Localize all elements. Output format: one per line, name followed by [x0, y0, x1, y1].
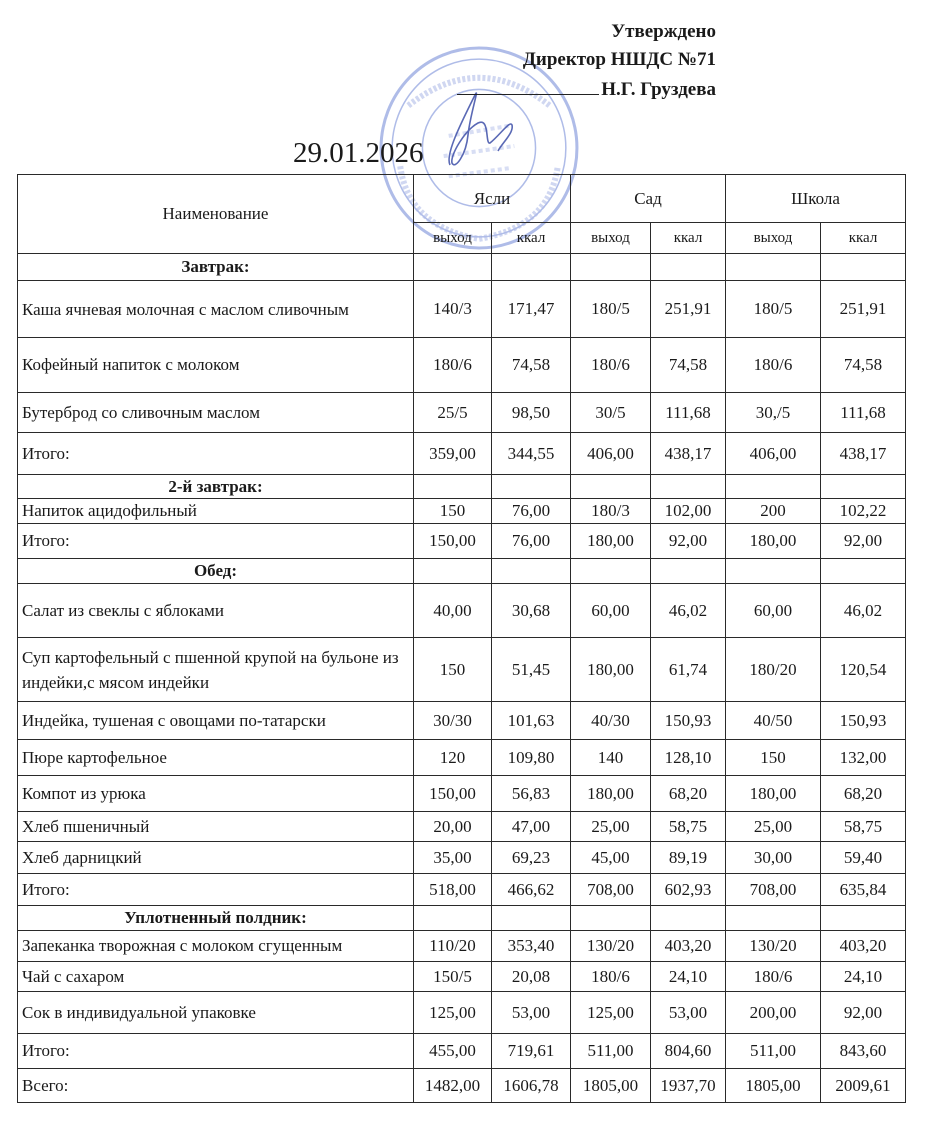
cell-value: 25,00 — [571, 812, 651, 842]
cell-value: 180/6 — [571, 338, 651, 393]
header-group-kindergarten: Сад — [571, 175, 726, 223]
cell-value: 180/6 — [571, 962, 651, 992]
dish-name: Бутерброд со сливочным маслом — [18, 393, 414, 433]
cell-value: 150 — [726, 740, 821, 776]
cell-value: 150 — [414, 638, 492, 702]
cell-value: 74,58 — [821, 338, 906, 393]
grand-total-value: 1937,70 — [651, 1069, 726, 1103]
cell-value: 20,08 — [492, 962, 571, 992]
cell-value: 125,00 — [571, 992, 651, 1034]
cell-value: 180,00 — [571, 638, 651, 702]
dish-name: Хлеб дарницкий — [18, 842, 414, 874]
header-row — [18, 175, 906, 223]
cell-value: 40/30 — [571, 702, 651, 740]
table-row — [18, 702, 906, 740]
cell-value: 132,00 — [821, 740, 906, 776]
cell-value: 140/3 — [414, 281, 492, 338]
subtotal-value: 708,00 — [726, 874, 821, 906]
cell-value: 53,00 — [651, 992, 726, 1034]
table-row — [18, 740, 906, 776]
subtotal-value: 406,00 — [571, 433, 651, 475]
cell-value: 58,75 — [651, 812, 726, 842]
dish-name: Сок в индивидуальной упаковке — [18, 992, 414, 1034]
dish-name: Запеканка творожная с молоком сгущенным — [18, 931, 414, 962]
cell-value: 111,68 — [821, 393, 906, 433]
menu-table — [17, 174, 906, 1103]
cell-value: 102,00 — [651, 499, 726, 524]
cell-value: 120,54 — [821, 638, 906, 702]
cell-value: 150,00 — [414, 776, 492, 812]
grand-total-value: 1606,78 — [492, 1069, 571, 1103]
cell-value: 25,00 — [726, 812, 821, 842]
cell-value: 171,47 — [492, 281, 571, 338]
cell-value: 180/6 — [726, 338, 821, 393]
cell-value: 150/5 — [414, 962, 492, 992]
cell-value: 150,93 — [651, 702, 726, 740]
dish-name: Суп картофельный с пшенной крупой на бульоне из индейки,с мясом индейки — [18, 638, 414, 702]
section-title: 2-й завтрак: — [18, 475, 414, 499]
cell-value: 35,00 — [414, 842, 492, 874]
cell-value: 180,00 — [726, 776, 821, 812]
dish-name: Кофейный напиток с молоком — [18, 338, 414, 393]
cell-value: 140 — [571, 740, 651, 776]
dish-name: Салат из свеклы с яблоками — [18, 584, 414, 638]
section-title: Обед: — [18, 559, 414, 584]
cell-value: 74,58 — [492, 338, 571, 393]
cell-value: 40/50 — [726, 702, 821, 740]
cell-value: 120 — [414, 740, 492, 776]
dish-name: Чай с сахаром — [18, 962, 414, 992]
section-header-breakfast — [18, 254, 906, 281]
table-row — [18, 638, 906, 702]
approval-block — [457, 18, 716, 104]
signature-line — [457, 74, 599, 95]
table-row — [18, 281, 906, 338]
subtotal-row — [18, 433, 906, 475]
cell-value: 69,23 — [492, 842, 571, 874]
dish-name: Индейка, тушеная с овощами по-татарски — [18, 702, 414, 740]
subtotal-value: 511,00 — [726, 1034, 821, 1069]
cell-value: 180/6 — [414, 338, 492, 393]
header-name: Наименование — [18, 175, 414, 254]
dish-name: Напиток ацидофильный — [18, 499, 414, 524]
cell-value: 110/20 — [414, 931, 492, 962]
grand-total-row — [18, 1069, 906, 1103]
cell-value: 102,22 — [821, 499, 906, 524]
cell-value: 24,10 — [651, 962, 726, 992]
subtotal-row — [18, 524, 906, 559]
cell-value: 92,00 — [821, 992, 906, 1034]
cell-value: 180/5 — [571, 281, 651, 338]
cell-value: 180/20 — [726, 638, 821, 702]
cell-value: 353,40 — [492, 931, 571, 962]
cell-value: 130/20 — [571, 931, 651, 962]
grand-total-value: 1805,00 — [571, 1069, 651, 1103]
approval-position: Директор НШДС №71 — [522, 49, 716, 70]
cell-value: 47,00 — [492, 812, 571, 842]
cell-value: 51,45 — [492, 638, 571, 702]
subtotal-value: 602,93 — [651, 874, 726, 906]
cell-value: 150 — [414, 499, 492, 524]
section-title: Завтрак: — [18, 254, 414, 281]
subtotal-value: 635,84 — [821, 874, 906, 906]
cell-value: 76,00 — [492, 499, 571, 524]
approval-signatory — [457, 74, 716, 104]
grand-total-value: 1482,00 — [414, 1069, 492, 1103]
cell-value: 98,50 — [492, 393, 571, 433]
subtotal-label: Итого: — [18, 874, 414, 906]
cell-value: 200,00 — [726, 992, 821, 1034]
cell-value: 180/5 — [726, 281, 821, 338]
cell-value: 56,83 — [492, 776, 571, 812]
subtotal-label: Итого: — [18, 524, 414, 559]
subtotal-value: 438,17 — [651, 433, 726, 475]
cell-value: 30,/5 — [726, 393, 821, 433]
subtotal-row — [18, 874, 906, 906]
subheader-yield: выход — [414, 223, 492, 254]
subtotal-value: 180,00 — [726, 524, 821, 559]
subheader-kcal: ккал — [821, 223, 906, 254]
subtotal-value: 708,00 — [571, 874, 651, 906]
cell-value: 24,10 — [821, 962, 906, 992]
cell-value: 30/30 — [414, 702, 492, 740]
cell-value: 30/5 — [571, 393, 651, 433]
table-row — [18, 499, 906, 524]
cell-value: 125,00 — [414, 992, 492, 1034]
cell-value: 30,68 — [492, 584, 571, 638]
section-header-afternoon-snack — [18, 906, 906, 931]
subtotal-value: 455,00 — [414, 1034, 492, 1069]
grand-total-value: 1805,00 — [726, 1069, 821, 1103]
header-group-nursery: Ясли — [414, 175, 571, 223]
cell-value: 68,20 — [651, 776, 726, 812]
subheader-kcal: ккал — [492, 223, 571, 254]
cell-value: 251,91 — [651, 281, 726, 338]
cell-value: 61,74 — [651, 638, 726, 702]
table-row — [18, 962, 906, 992]
header-group-school: Школа — [726, 175, 906, 223]
subtotal-value: 344,55 — [492, 433, 571, 475]
subtotal-label: Итого: — [18, 1034, 414, 1069]
cell-value: 45,00 — [571, 842, 651, 874]
subtotal-value: 843,60 — [821, 1034, 906, 1069]
grand-total-value: 2009,61 — [821, 1069, 906, 1103]
cell-value: 53,00 — [492, 992, 571, 1034]
cell-value: 60,00 — [571, 584, 651, 638]
subtotal-value: 76,00 — [492, 524, 571, 559]
cell-value: 111,68 — [651, 393, 726, 433]
cell-value: 25/5 — [414, 393, 492, 433]
cell-value: 46,02 — [821, 584, 906, 638]
cell-value: 20,00 — [414, 812, 492, 842]
cell-value: 58,75 — [821, 812, 906, 842]
subtotal-value: 438,17 — [821, 433, 906, 475]
table-row — [18, 812, 906, 842]
table-row — [18, 584, 906, 638]
table-row — [18, 931, 906, 962]
cell-value: 130/20 — [726, 931, 821, 962]
subtotal-value: 359,00 — [414, 433, 492, 475]
cell-value: 30,00 — [726, 842, 821, 874]
cell-value: 180/6 — [726, 962, 821, 992]
dish-name: Каша ячневая молочная с маслом сливочным — [18, 281, 414, 338]
subheader-yield: выход — [571, 223, 651, 254]
section-header-second-breakfast — [18, 475, 906, 499]
subheader-yield: выход — [726, 223, 821, 254]
approval-title: Утверждено — [611, 21, 716, 42]
subtotal-value: 518,00 — [414, 874, 492, 906]
cell-value: 128,10 — [651, 740, 726, 776]
cell-value: 68,20 — [821, 776, 906, 812]
cell-value: 101,63 — [492, 702, 571, 740]
cell-value: 200 — [726, 499, 821, 524]
subtotal-value: 466,62 — [492, 874, 571, 906]
subtotal-row — [18, 1034, 906, 1069]
cell-value: 59,40 — [821, 842, 906, 874]
cell-value: 89,19 — [651, 842, 726, 874]
cell-value: 403,20 — [821, 931, 906, 962]
table-row — [18, 776, 906, 812]
dish-name: Компот из урюка — [18, 776, 414, 812]
cell-value: 180,00 — [571, 776, 651, 812]
subtotal-value: 804,60 — [651, 1034, 726, 1069]
subtotal-value: 180,00 — [571, 524, 651, 559]
table-row — [18, 393, 906, 433]
cell-value: 251,91 — [821, 281, 906, 338]
cell-value: 74,58 — [651, 338, 726, 393]
subtotal-value: 150,00 — [414, 524, 492, 559]
table-row — [18, 338, 906, 393]
subheader-kcal: ккал — [651, 223, 726, 254]
dish-name: Пюре картофельное — [18, 740, 414, 776]
table-row — [18, 992, 906, 1034]
cell-value: 60,00 — [726, 584, 821, 638]
grand-total-label: Всего: — [18, 1069, 414, 1103]
subtotal-value: 92,00 — [651, 524, 726, 559]
table-row — [18, 842, 906, 874]
subtotal-value: 406,00 — [726, 433, 821, 475]
cell-value: 109,80 — [492, 740, 571, 776]
subtotal-label: Итого: — [18, 433, 414, 475]
signatory-name: Н.Г. Груздева — [601, 79, 716, 100]
dish-name: Хлеб пшеничный — [18, 812, 414, 842]
cell-value: 180/3 — [571, 499, 651, 524]
subtotal-value: 511,00 — [571, 1034, 651, 1069]
subtotal-value: 719,61 — [492, 1034, 571, 1069]
cell-value: 46,02 — [651, 584, 726, 638]
section-title: Уплотненный полдник: — [18, 906, 414, 931]
cell-value: 150,93 — [821, 702, 906, 740]
cell-value: 403,20 — [651, 931, 726, 962]
section-header-lunch — [18, 559, 906, 584]
cell-value: 40,00 — [414, 584, 492, 638]
menu-date: 29.01.2026 — [293, 137, 424, 169]
subtotal-value: 92,00 — [821, 524, 906, 559]
